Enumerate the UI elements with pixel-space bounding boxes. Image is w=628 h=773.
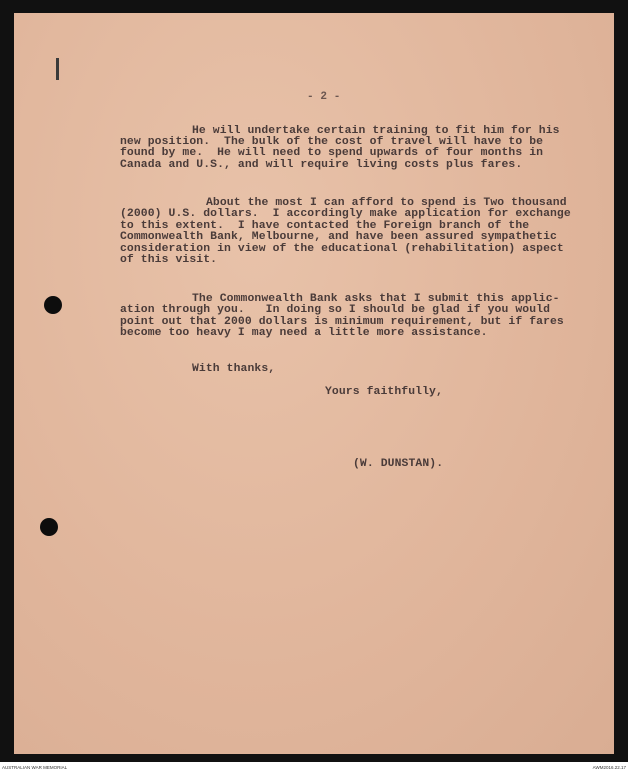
paragraph-line: become too heavy I may need a little more assistance.: [120, 327, 488, 339]
paragraph-line: new position. The bulk of the cost of travel will have to be: [120, 136, 544, 148]
paragraph-line: Canada and U.S., and will require living costs plus fares.: [120, 159, 523, 171]
page-number: - 2 -: [307, 91, 341, 103]
paragraph-line: point out that 2000 dollars is minimum requirement, but if fares: [120, 316, 564, 328]
paragraph-line: found by me. He will need to spend upwards of four months in: [120, 147, 544, 159]
paragraph-line: (2000) U.S. dollars. I accordingly make application for exchange: [120, 208, 571, 220]
paragraph-line: of this visit.: [120, 254, 218, 266]
paragraph-line: About the most I can afford to spend is Two thousand: [206, 197, 567, 209]
signature: (W. DUNSTAN).: [353, 458, 444, 470]
punch-hole-top: [44, 296, 62, 314]
thanks-line: With thanks,: [192, 363, 276, 375]
footer-source: AUSTRALIAN WAR MEMORIAL: [2, 765, 68, 770]
footer-reference: AWM2016.22.17: [592, 765, 626, 770]
paragraph-line: Commonwealth Bank, Melbourne, and have been assured sympathetic: [120, 231, 557, 243]
paragraph-line: He will undertake certain training to fit him for his: [192, 125, 560, 137]
punch-hole-bottom: [40, 518, 58, 536]
paragraph-line: consideration in view of the educational (rehabilitation) aspect: [120, 243, 564, 255]
closing-line: Yours faithfully,: [325, 386, 443, 398]
paragraph-line: The Commonwealth Bank asks that I submit this applic-: [192, 293, 560, 305]
clip-mark: [56, 58, 59, 80]
paragraph-line: ation through you. In doing so I should be glad if you would: [120, 304, 551, 316]
paragraph-line: to this extent. I have contacted the Foreign branch of the: [120, 220, 530, 232]
